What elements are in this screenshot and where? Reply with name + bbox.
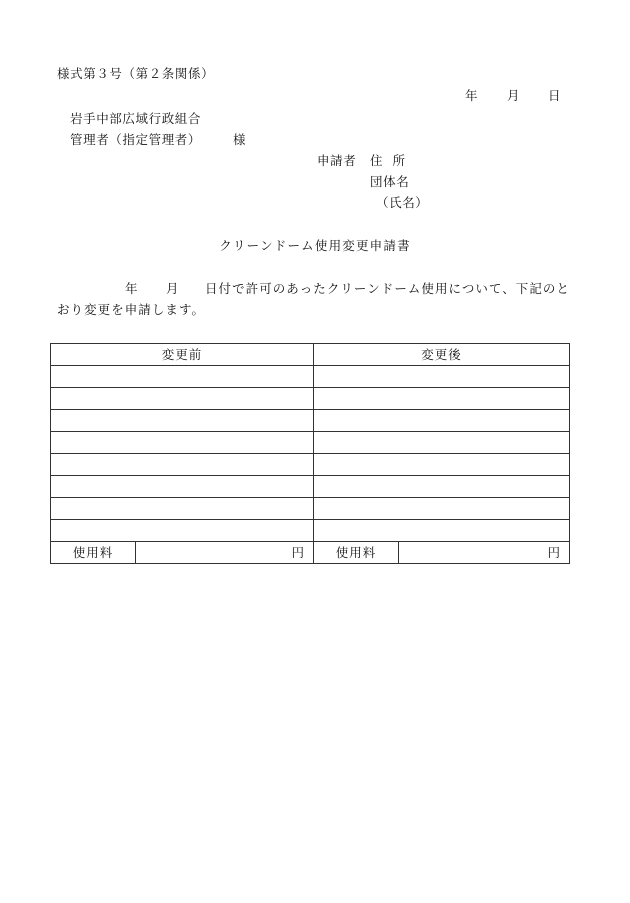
before-cell[interactable] xyxy=(51,476,314,498)
table-header-row xyxy=(51,344,570,366)
body-year: 年 xyxy=(125,281,139,296)
fee-row xyxy=(51,542,570,564)
table-row xyxy=(51,498,570,520)
applicant-label: 申請者 xyxy=(317,153,357,168)
date-line xyxy=(0,88,630,104)
table-row xyxy=(51,366,570,388)
applicant-address-label: 住所 xyxy=(370,153,416,168)
after-cell[interactable] xyxy=(314,454,570,476)
header-after: 変更後 xyxy=(314,344,570,366)
before-cell[interactable] xyxy=(51,388,314,410)
addressee-manager: 管理者（指定管理者） xyxy=(70,132,202,147)
body-line-1 xyxy=(0,281,630,297)
before-cell[interactable] xyxy=(51,410,314,432)
after-cell[interactable] xyxy=(314,520,570,542)
table-row xyxy=(51,388,570,410)
table-row xyxy=(51,432,570,454)
table-row xyxy=(51,520,570,542)
body-month: 月 xyxy=(166,281,180,296)
before-cell[interactable] xyxy=(51,454,314,476)
change-table xyxy=(50,343,570,564)
table-row xyxy=(51,476,570,498)
applicant-name-label: （氏名） xyxy=(376,195,429,210)
addressee-organization: 岩手中部広域行政組合 xyxy=(70,111,202,126)
fee-amount-after[interactable]: 円 xyxy=(399,542,570,564)
after-cell[interactable] xyxy=(314,410,570,432)
header-before: 変更前 xyxy=(51,344,314,366)
after-cell[interactable] xyxy=(314,366,570,388)
fee-label-after: 使用料 xyxy=(314,542,399,564)
before-cell[interactable] xyxy=(51,498,314,520)
before-cell[interactable] xyxy=(51,520,314,542)
before-cell[interactable] xyxy=(51,432,314,454)
fee-label-before: 使用料 xyxy=(51,542,136,564)
fee-amount-before[interactable]: 円 xyxy=(136,542,314,564)
body-line-1-text: 日付で許可のあったクリーンドーム使用について、下記のと xyxy=(205,281,570,296)
table-row xyxy=(51,410,570,432)
after-cell[interactable] xyxy=(314,432,570,454)
form-number: 様式第３号（第２条関係） xyxy=(57,66,215,81)
table-row xyxy=(51,454,570,476)
date-month: 月 xyxy=(507,88,520,103)
date-day: 日 xyxy=(548,88,561,103)
date-year: 年 xyxy=(465,88,478,103)
after-cell[interactable] xyxy=(314,476,570,498)
after-cell[interactable] xyxy=(314,388,570,410)
after-cell[interactable] xyxy=(314,498,570,520)
applicant-org-label: 団体名 xyxy=(370,174,410,189)
body-line-2: おり変更を申請します。 xyxy=(57,302,206,317)
addressee-honorific: 様 xyxy=(233,132,247,147)
document-title: クリーンドーム使用変更申請書 xyxy=(219,238,411,253)
before-cell[interactable] xyxy=(51,366,314,388)
